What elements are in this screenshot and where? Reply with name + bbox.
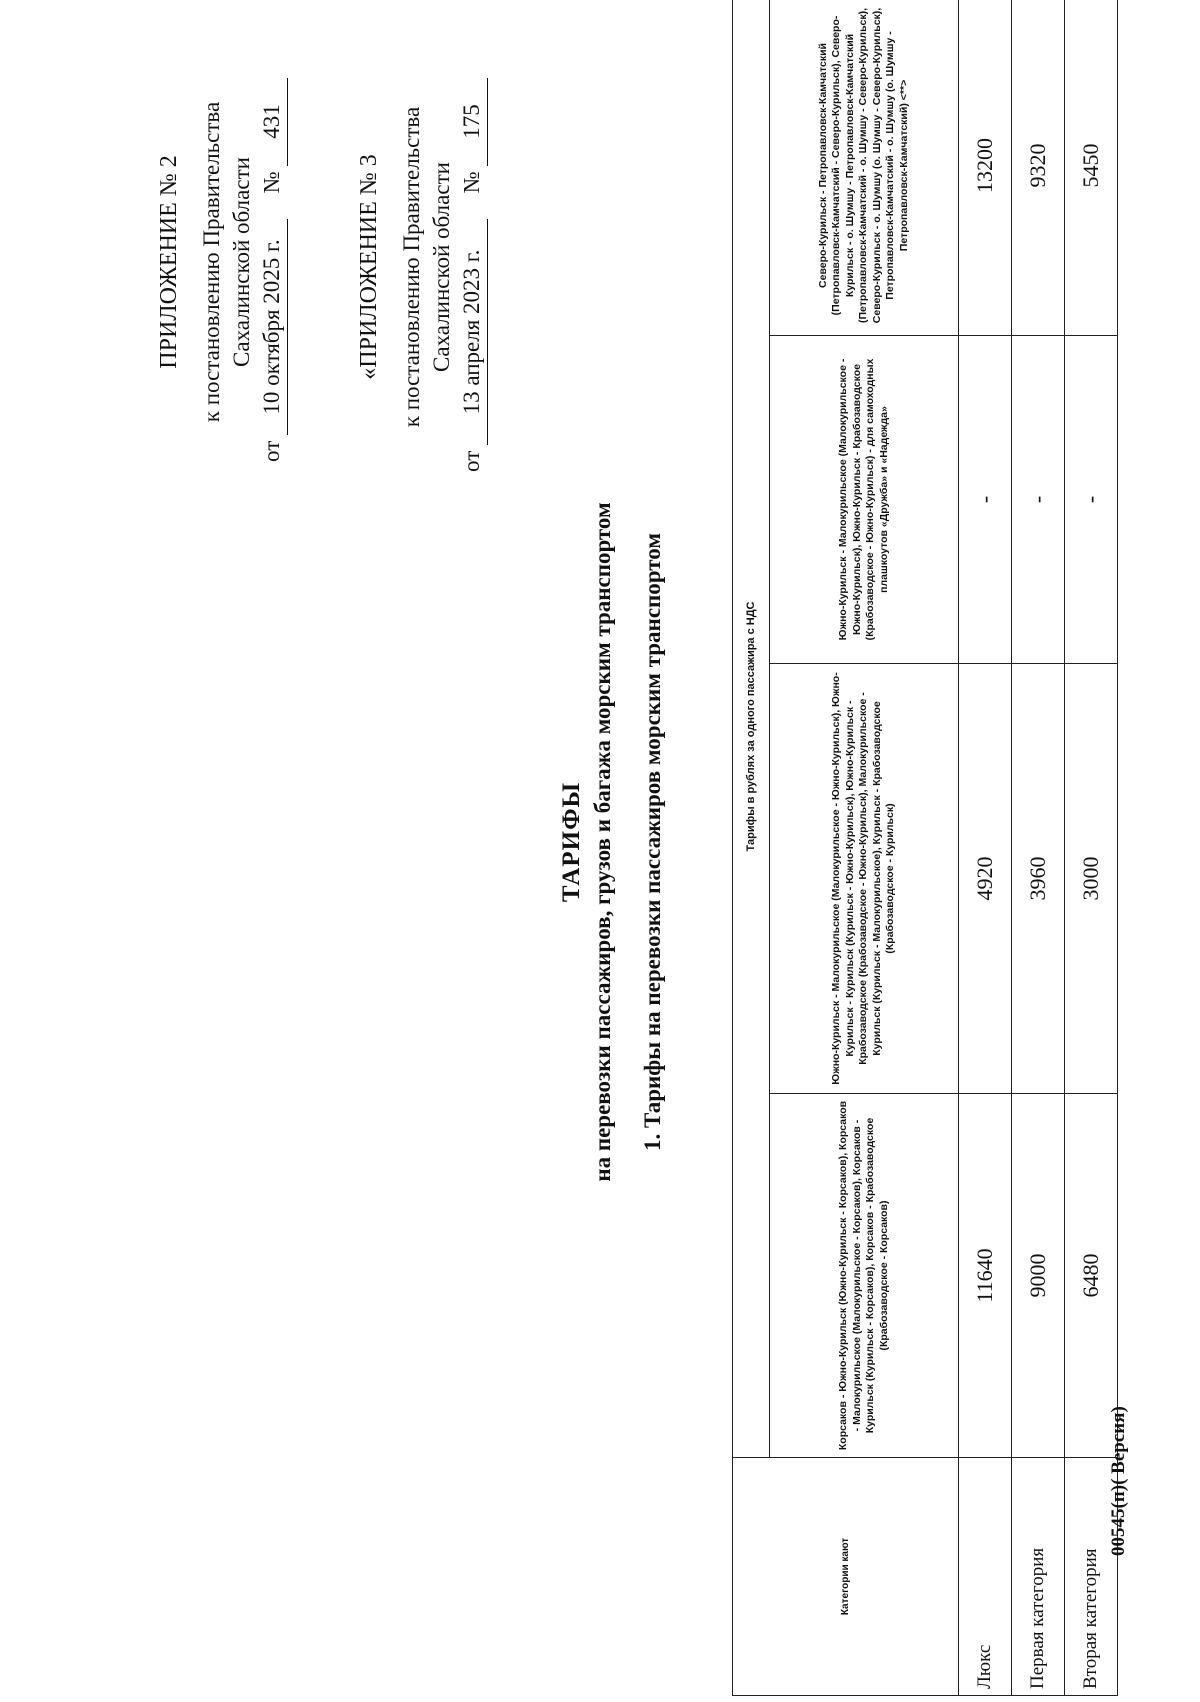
appendix-2-block xyxy=(156,62,288,462)
cell-value: - xyxy=(1012,336,1065,664)
appendix-2-title: ПРИЛОЖЕНИЕ № 2 xyxy=(156,155,182,369)
table-row xyxy=(959,0,1012,1696)
route-header-severo-kurilsk: Северо-Курильск - Петропавловск-Камчатский (Петропавловск-Камчатский - Северо-Курильск), Северо-Курильск - о. Шумшу - Петропавловск-Камчатский (Петропавловск-Камчатский - о. Шумшу - Северо-Курильск), Северо-Курильск - о. Шумшу (о. Шумшу - Северо-Курильск), Петропавловск-Камчатский - о. Шумшу (о. Шумшу - Петропавловск-Камчатский) <**> xyxy=(770,0,959,336)
appendix-2-line2: Сахалинской области xyxy=(229,157,254,367)
appendix-2-number-label: № xyxy=(259,171,284,194)
table-row xyxy=(1012,0,1065,1696)
appendix-3-line2: Сахалинской области xyxy=(429,162,454,372)
cell-value: 5450 xyxy=(1065,0,1118,336)
row-label-first-category: Первая категория xyxy=(1012,1458,1065,1696)
cell-value: 3000 xyxy=(1065,664,1118,1094)
row-label-lux: Люкс xyxy=(959,1458,1012,1696)
tariff-table xyxy=(732,0,1118,1696)
cell-value: 3960 xyxy=(1012,664,1065,1094)
category-header: Категории кают xyxy=(733,1458,959,1696)
appendix-2-number: 431 xyxy=(257,78,288,166)
route-header-plashkout: Южно-Курильск - Малокурильское (Малокурильское - Южно-Курильск), Южно-Курильск - Крабозаводское (Крабозаводское - Южно-Курильск) - для самоходных плашкоутов «Дружба» и «Надежда» xyxy=(770,336,959,664)
appendix-3-from-label: от xyxy=(459,450,484,472)
cell-value: 4920 xyxy=(959,664,1012,1094)
appendix-3-line1: к постановлению Правительства xyxy=(399,106,424,428)
cell-value: 11640 xyxy=(959,1094,1012,1458)
appendix-2-date: 10 октября 2025 г. xyxy=(257,219,288,435)
cell-value: 9320 xyxy=(1012,0,1065,336)
section-title: 1. Тарифы на перевозки пассажиров морским транспортом xyxy=(640,533,665,1152)
cell-value: - xyxy=(959,336,1012,664)
route-header-yuzhno-kurilsk: Южно-Курильск - Малокурильское (Малокурильское - Южно-Курильск), Южно-Курильск - Курильск (Курильск - Южно-Курильск), Южно-Курильск - Крабозаводское (Крабозаводское - Южно-Курильск), Малокурильское - Курильск (Курильск - Малокурильское), Курильск - Крабозаводское (Крабозаводское - Курильск) xyxy=(770,664,959,1094)
appendix-2-line1: к постановлению Правительства xyxy=(199,101,224,423)
tariff-group-header: Тарифы в рублях за одного пассажира с НДС xyxy=(733,0,770,1458)
title-block xyxy=(558,282,666,1402)
route-header-row xyxy=(770,0,959,1696)
appendix-3-title: «ПРИЛОЖЕНИЕ № 3 xyxy=(356,154,382,380)
document-subtitle: на перевозки пассажиров, грузов и багажа морским транспортом xyxy=(590,502,615,1182)
appendix-3-date: 13 апреля 2023 г. xyxy=(457,219,488,445)
appendix-2-from-label: от xyxy=(259,440,284,462)
document-title: ТАРИФЫ xyxy=(558,781,585,903)
table-header-row xyxy=(733,0,770,1696)
cell-value: - xyxy=(1065,336,1118,664)
row-label-second-category: Вторая категория xyxy=(1065,1458,1118,1696)
appendix-3-block xyxy=(356,62,488,472)
route-header-korsakov: Корсаков - Южно-Курильск (Южно-Курильск - Корсаков), Корсаков - Малокурильское (Малокурильское - Корсаков), Корсаков - Курильск (Курильск - Корсаков), Корсаков - Крабозаводское (Крабозаводское - Корсаков) xyxy=(770,1094,959,1458)
appendix-3-number: 175 xyxy=(457,78,488,166)
cell-value: 6480 xyxy=(1065,1094,1118,1458)
document-version-footer: 00545(п)( Версия) xyxy=(1108,1406,1129,1556)
cell-value: 13200 xyxy=(959,0,1012,336)
cell-value: 9000 xyxy=(1012,1094,1065,1458)
appendix-3-number-label: № xyxy=(459,171,484,194)
